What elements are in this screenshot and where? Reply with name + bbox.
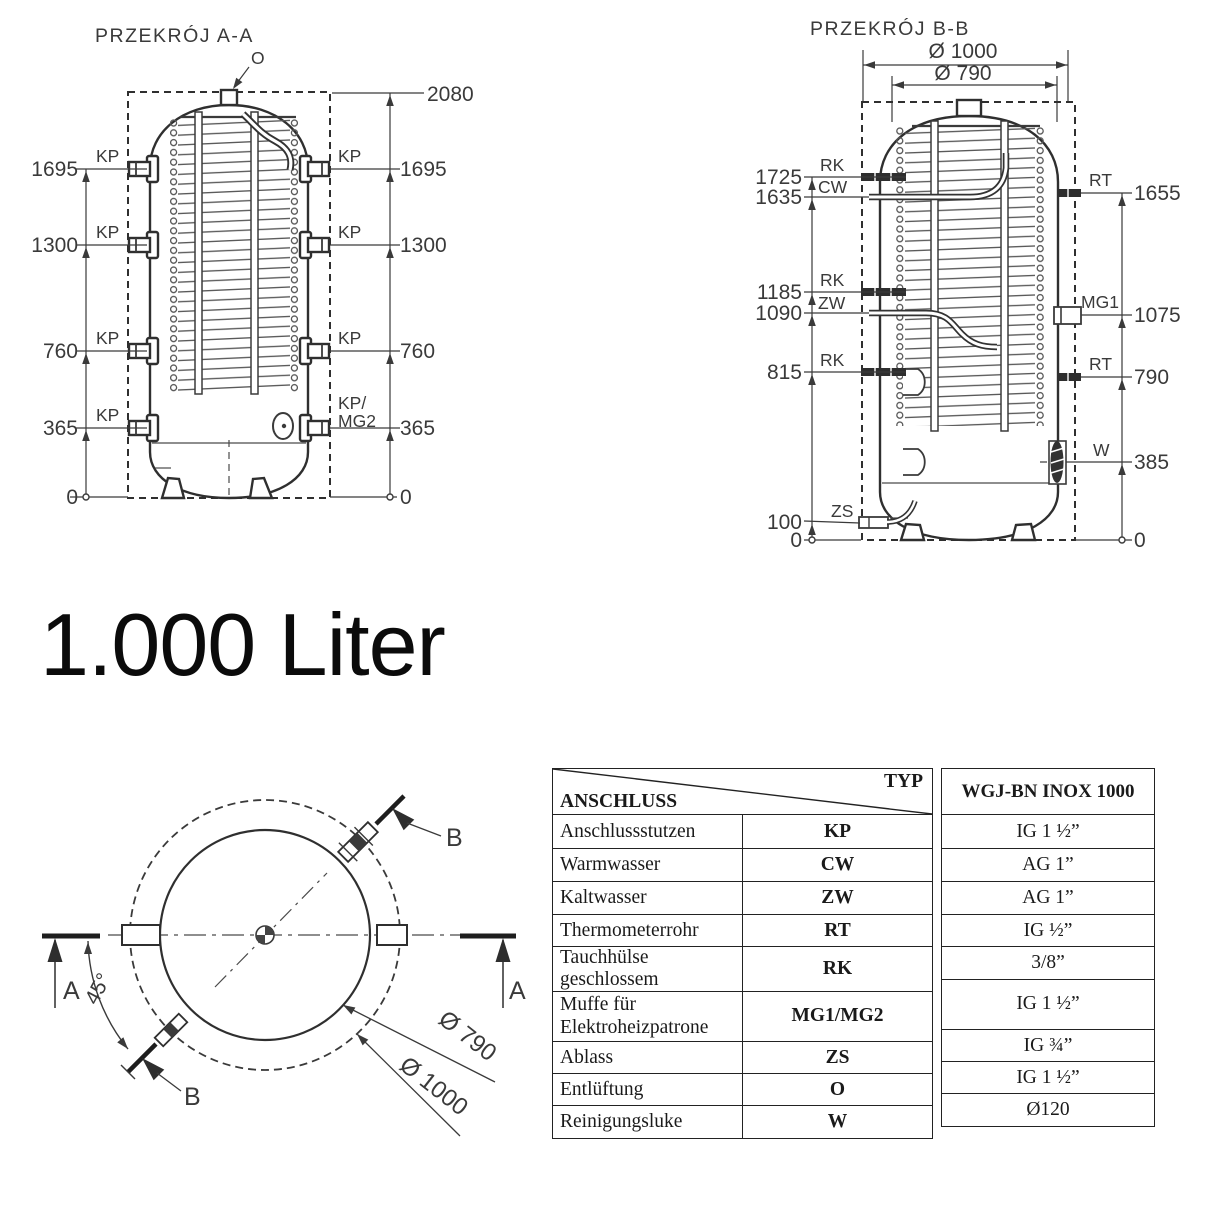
port-label-kp: KP [96, 222, 120, 242]
dim-label: 1075 [1134, 304, 1181, 327]
dim-label: 1300 [400, 234, 447, 257]
row-code: RK [743, 947, 933, 992]
port-label-zs: ZS [831, 501, 854, 521]
row-value: 3/8” [942, 947, 1155, 980]
dim-label: 0 [66, 486, 78, 509]
port-label-kp: KP [96, 405, 120, 425]
dim-label: 1185 [756, 281, 802, 304]
table-corner-cell [553, 769, 933, 815]
row-code: O [743, 1074, 933, 1106]
row-name: Reinigungsluke [553, 1106, 743, 1139]
port-label-w: W [1093, 440, 1110, 460]
section-aa-drawing [0, 0, 620, 580]
port-label-kp: KP [338, 328, 362, 348]
port-label-kp: KP [338, 222, 362, 242]
port-label-kp: KP [338, 146, 362, 166]
row-value: AG 1” [942, 849, 1155, 882]
table-row [553, 815, 933, 849]
table-row [942, 882, 1155, 915]
bb-tank [869, 100, 1058, 540]
port-label-kp: KP [96, 146, 120, 166]
dim-label: 385 [1134, 451, 1170, 474]
table-row [553, 849, 933, 882]
dia-outer-label: Ø 1000 [928, 40, 998, 63]
table-row [553, 1106, 933, 1139]
section-b-label: B [184, 1083, 201, 1111]
tv-section-a-markers [42, 936, 516, 1008]
mg1-port [1054, 307, 1081, 324]
dim-label: 760 [400, 340, 436, 363]
row-name: Tauchhülse geschlossem [553, 947, 743, 992]
dim-label: 365 [400, 417, 436, 440]
row-name: Warmwasser [553, 849, 743, 882]
port-label-cw: CW [818, 177, 848, 197]
corner-label-anschluss: ANSCHLUSS [560, 791, 678, 812]
dim-label: 815 [766, 361, 802, 384]
dim-label: 1300 [31, 234, 78, 257]
row-value: IG ¾” [942, 1030, 1155, 1062]
table-row [942, 1030, 1155, 1062]
row-code: CW [743, 849, 933, 882]
table-row [942, 980, 1155, 1030]
capacity-label: 1.000 Liter [40, 595, 445, 694]
row-name: Thermometerrohr [553, 915, 743, 947]
table-row [553, 915, 933, 947]
row-code: KP [743, 815, 933, 849]
dim-label: 760 [42, 340, 78, 363]
row-name: Kaltwasser [553, 882, 743, 915]
row-name: Anschlussstutzen [553, 815, 743, 849]
connections-table-values [941, 768, 1155, 1127]
dim-label: 100 [766, 511, 802, 534]
section-bb-title: PRZEKRÓJ B-B [810, 18, 970, 40]
table-row [553, 947, 933, 992]
dim-label: 1725 [755, 166, 802, 189]
row-code: ZS [743, 1042, 933, 1074]
connections-table [552, 768, 1155, 1139]
dim-label: 1695 [31, 158, 78, 181]
dim-label: 1655 [1134, 182, 1181, 205]
model-header: WGJ-BN INOX 1000 [942, 769, 1155, 815]
port-label-mg1: MG1 [1081, 292, 1119, 312]
connections-table-main [552, 768, 933, 1139]
row-value: IG 1 ½” [942, 980, 1155, 1030]
dim-label: 1695 [400, 158, 447, 181]
aa-tank [150, 90, 308, 498]
port-label-rk: RK [820, 270, 845, 290]
port-label-rk: RK [820, 350, 845, 370]
top-view-drawing [20, 755, 560, 1185]
table-row [553, 1074, 933, 1106]
port-label-rt: RT [1089, 170, 1113, 190]
row-code: W [743, 1106, 933, 1139]
table-row [553, 882, 933, 915]
dim-label: 2080 [427, 83, 474, 106]
dim-label: 0 [400, 486, 412, 509]
dim-label: 365 [42, 417, 78, 440]
dim-label: 790 [1134, 366, 1170, 389]
port-label-zw: ZW [818, 293, 846, 313]
port-label-rk: RK [820, 155, 845, 175]
port-label-kp: KP [96, 328, 120, 348]
dim-label: 1635 [755, 186, 802, 209]
dim-label: 1090 [755, 302, 802, 325]
section-a-label: A [509, 977, 526, 1005]
row-value: AG 1” [942, 882, 1155, 915]
row-name: Ablass [553, 1042, 743, 1074]
table-row [942, 947, 1155, 980]
table-row [942, 1062, 1155, 1094]
section-aa-title: PRZEKRÓJ A-A [95, 25, 254, 47]
row-code: MG1/MG2 [743, 992, 933, 1042]
table-row [942, 849, 1155, 882]
row-name: Entlüftung [553, 1074, 743, 1106]
port-label-rt: RT [1089, 354, 1113, 374]
row-value: IG 1 ½” [942, 1062, 1155, 1094]
table-row [942, 915, 1155, 947]
table-row [942, 1094, 1155, 1127]
corner-label-typ: TYP [884, 771, 923, 792]
port-label-kp-mg2: KP/ [338, 393, 367, 413]
section-bb-drawing [720, 0, 1214, 580]
table-row [942, 815, 1155, 849]
dim-label: 0 [790, 529, 802, 552]
row-value: IG 1 ½” [942, 815, 1155, 849]
table-row [553, 1042, 933, 1074]
dia-outer-label: Ø 1000 [394, 1051, 473, 1122]
row-code: ZW [743, 882, 933, 915]
row-name: Muffe für Elektroheizpatrone [553, 992, 743, 1042]
row-value: Ø120 [942, 1094, 1155, 1127]
vent-label: O [251, 48, 265, 68]
dia-inner-label: Ø 790 [934, 62, 992, 85]
section-a-label: A [63, 977, 80, 1005]
port-label-kp-mg2: MG2 [338, 411, 376, 431]
dim-label: 0 [1134, 529, 1146, 552]
angle-label: 45° [80, 969, 116, 1009]
row-code: RT [743, 915, 933, 947]
dia-inner-label: Ø 790 [433, 1005, 502, 1067]
section-b-label: B [446, 824, 463, 852]
row-value: IG ½” [942, 915, 1155, 947]
aa-coil [170, 118, 298, 392]
zs-port [859, 517, 888, 528]
table-row [553, 992, 933, 1042]
